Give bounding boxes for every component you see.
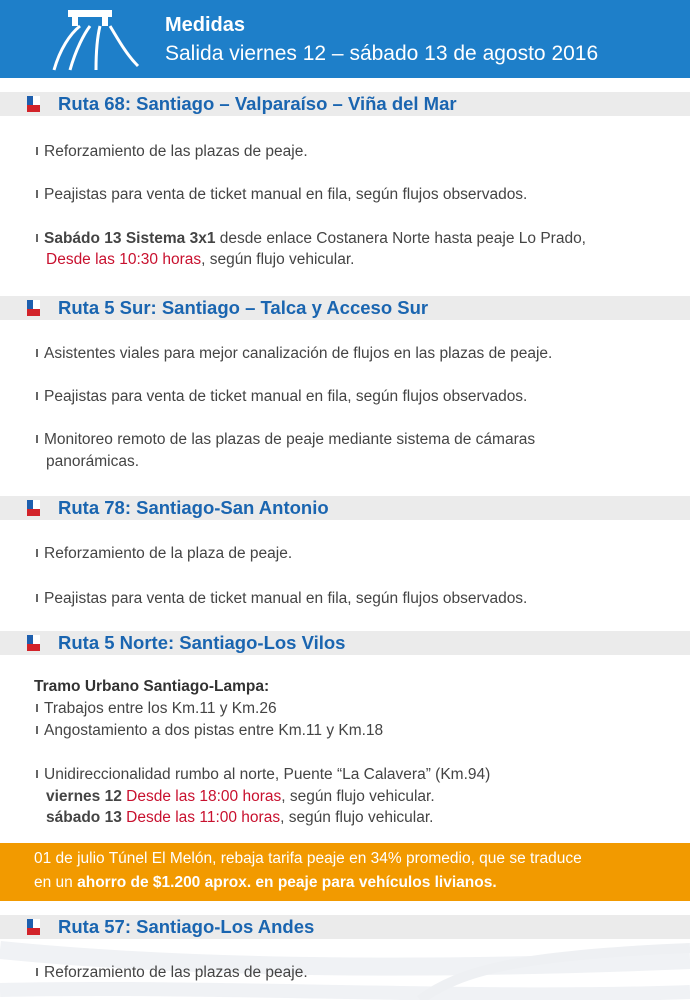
list-item: Reforzamiento de la plaza de peaje. bbox=[36, 543, 292, 565]
route-header-5-norte bbox=[0, 631, 690, 655]
notice-banner bbox=[0, 843, 690, 901]
highway-icon bbox=[50, 4, 140, 74]
list-item: Asistentes viales para mejor canalización de flujos en las plazas de peaje. bbox=[36, 343, 552, 365]
chile-flag-icon bbox=[27, 500, 40, 516]
list-item: Angostamiento a dos pistas entre Km.11 y Km.18 bbox=[36, 720, 383, 742]
route-header-5-sur bbox=[0, 296, 690, 320]
schedule-line: viernes 12 Desde las 18:00 horas, según flujo vehicular. bbox=[46, 788, 435, 805]
route-title: Ruta 78: Santiago-San Antonio bbox=[58, 497, 329, 518]
schedule-line: sábado 13 Desde las 11:00 horas, según flujo vehicular. bbox=[46, 809, 434, 826]
list-item: Unidireccionalidad rumbo al norte, Puente “La Calavera” (Km.94) bbox=[36, 764, 490, 786]
chile-flag-icon bbox=[27, 300, 40, 316]
section-subheading: Tramo Urbano Santiago-Lampa: bbox=[34, 678, 270, 695]
list-item: Peajistas para venta de ticket manual en fila, según flujos observados. bbox=[36, 588, 527, 610]
list-item: Reforzamiento de las plazas de peaje. bbox=[36, 141, 308, 163]
route-title: Ruta 57: Santiago-Los Andes bbox=[58, 916, 315, 937]
route-title: Ruta 5 Sur: Santiago – Talca y Acceso Sur bbox=[58, 297, 429, 318]
header-banner bbox=[0, 0, 690, 78]
list-item: Reforzamiento de las plazas de peaje. bbox=[36, 962, 308, 984]
route-header-78 bbox=[0, 496, 690, 520]
chile-flag-icon bbox=[27, 96, 40, 112]
route-header-68 bbox=[0, 92, 690, 116]
chile-flag-icon bbox=[27, 635, 40, 651]
list-item: Sabádo 13 Sistema 3x1 desde enlace Costanera Norte hasta peaje Lo Prado, bbox=[36, 228, 586, 250]
page-title: Medidas bbox=[165, 14, 246, 36]
route-title: Ruta 5 Norte: Santiago-Los Vilos bbox=[58, 632, 346, 653]
list-item: Monitoreo remoto de las plazas de peaje mediante sistema de cámaras bbox=[36, 429, 535, 451]
route-title: Ruta 68: Santiago – Valparaíso – Viña del Mar bbox=[58, 93, 457, 114]
list-item-continuation: Desde las 10:30 horas, según flujo vehicular. bbox=[46, 251, 355, 268]
list-item: Trabajos entre los Km.11 y Km.26 bbox=[36, 698, 277, 720]
route-header-57 bbox=[0, 915, 690, 939]
page-subtitle: Salida viernes 12 – sábado 13 de agosto 2016 bbox=[165, 42, 599, 65]
notice-line: en un ahorro de $1.200 aprox. en peaje para vehículos livianos. bbox=[34, 874, 497, 891]
list-item-continuation: panorámicas. bbox=[46, 453, 140, 470]
list-item: Peajistas para venta de ticket manual en fila, según flujos observados. bbox=[36, 184, 527, 206]
notice-line: 01 de julio Túnel El Melón, rebaja tarifa peaje en 34% promedio, que se traduce bbox=[34, 850, 582, 867]
chile-flag-icon bbox=[27, 919, 40, 935]
list-item: Peajistas para venta de ticket manual en fila, según flujos observados. bbox=[36, 386, 527, 408]
